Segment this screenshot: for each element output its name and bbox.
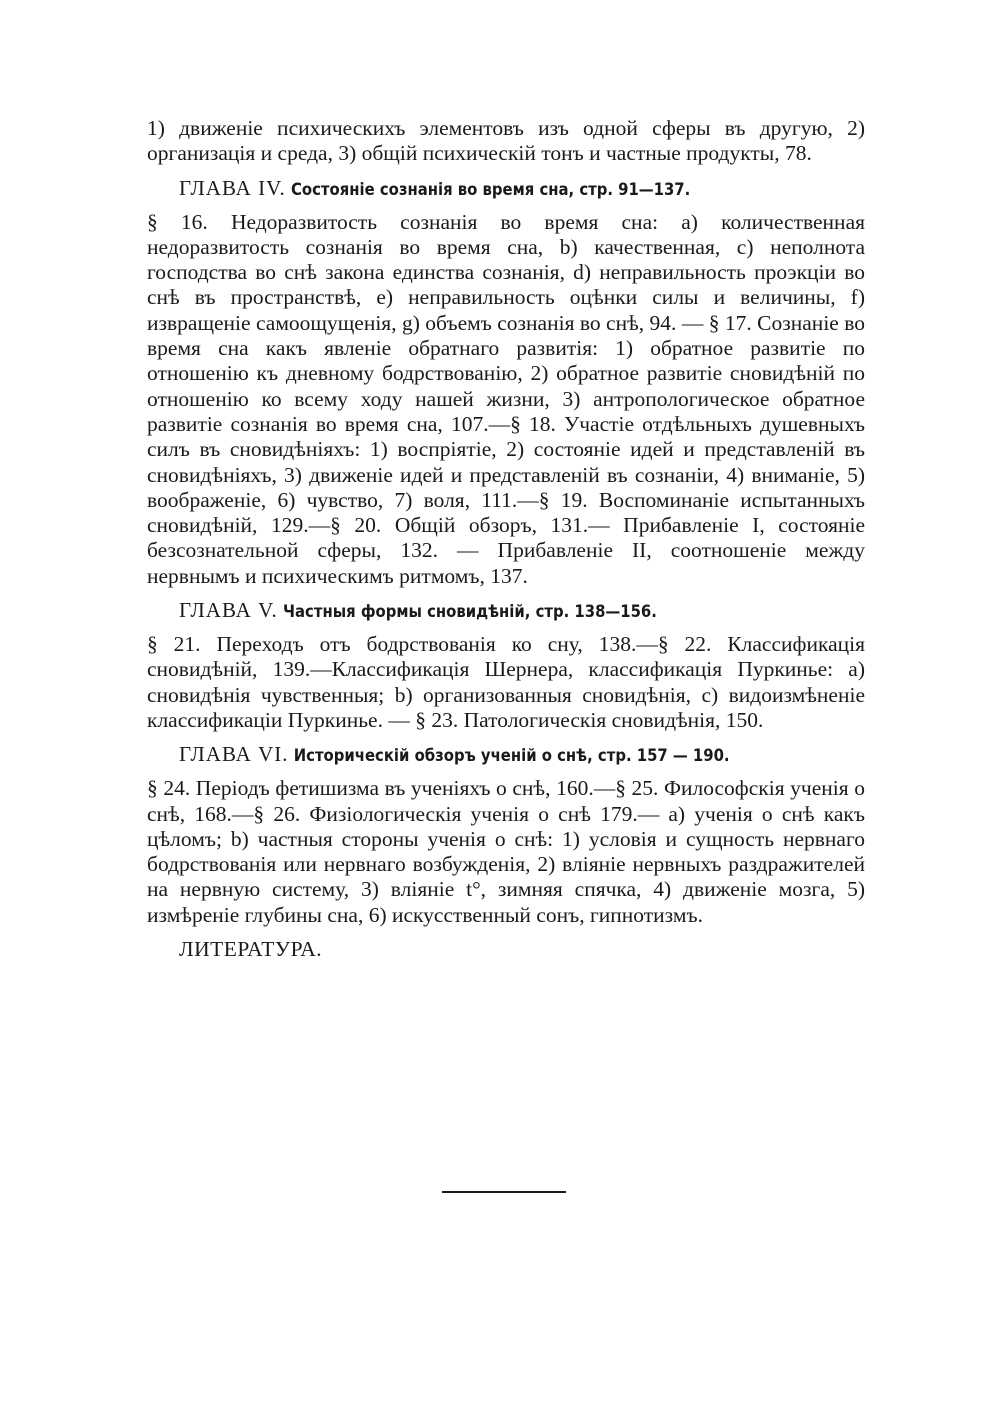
chapter-label: ГЛАВА VI. [179,742,289,767]
intro-paragraph: 1) движеніе психическихъ элементовъ изъ одной сферы въ другую, 2) организація и среда, 3) общій психическій тонъ и частные продукты, 78. [147,116,865,166]
chapter-heading-5 [147,597,865,625]
chapter-heading-6 [147,741,865,769]
chapter-title: Частныя формы сновидѣній, стр. 138—156. [283,602,657,622]
chapter-label: ГЛАВА V. [179,598,278,623]
chapter-title: Историческій обзоръ ученій о снѣ, стр. 157 — 190. [293,746,730,766]
chapter-body-4: § 16. Недоразвитость сознанія во время сна: a) количественная недоразвитость сознанія во время сна, b) качественная, c) неполнота господства во снѣ закона единства сознанія, d) неправильность проэкціи во снѣ въ пространствѣ, e) неправильность оцѣнки силы и величины, f) извращеніе самоощущенія, g) объемъ сознанія во снѣ, 94. — § 17. Сознаніе во время сна какъ явленіе обратнаго развитія: 1) обратное развитіе по отношенію къ дневному бодрствованію, 2) обратное развитіе сновидѣній по отношенію ко всему ходу нашей жизни, 3) антропологическое обратное развитіе сознанія во время сна, 107.—§ 18. Участіе отдѣльныхъ душевныхъ силъ въ сновидѣніяхъ: 1) воспріятіе, 2) состояніе идей и представленій въ сновидѣніяхъ, 3) движеніе идей и представленій въ сознаніи, 4) вниманіе, 5) воображеніе, 6) чувство, 7) воля, 111.—§ 19. Воспоминаніе испытанныхъ сновидѣній, 129.—§ 20. Общій обзоръ, 131.— Прибавленіе I, состояніе безсознательной сферы, 132. — Прибавленіе II, соотношеніе между нервнымъ и психическимъ ритмомъ, 137. [147,209,865,588]
chapter-heading-4 [147,175,865,203]
literature-heading: ЛИТЕРАТУРА. [179,937,323,962]
chapter-body-5: § 21. Переходъ отъ бодрствованія ко сну, 138.—§ 22. Классификація сновидѣній, 139.—Классификація Шернера, классификація Пуркинье: a) сновидѣнія чувственныя; b) организованныя сновидѣнія, c) видоизмѣненіе классификаціи Пуркинье. — § 23. Патологическія сновидѣнія, 150. [147,632,865,732]
end-rule-divider [442,1191,566,1193]
chapter-body-6: § 24. Періодъ фетишизма въ ученіяхъ о снѣ, 160.—§ 25. Философскія ученія о снѣ, 168.—§ 26. Физіологическія ученія о снѣ 179.— a) ученія о снѣ какъ цѣломъ; b) частныя стороны ученія о снѣ: 1) условія и сущность нервнаго бодрствованія или нервнаго возбужденія, 2) вліяніе нервныхъ раздражителей на нервную систему, 3) вліяніе t°, зимняя спячка, 4) движеніе мозга, 5) измѣреніе глубины сна, 6) искусственный сонъ, гипнотизмъ. [147,776,865,927]
chapter-label: ГЛАВА IV. [179,175,286,200]
table-of-contents [147,116,865,962]
chapter-title: Состояніе сознанія во время сна, стр. 91—137. [291,179,691,199]
